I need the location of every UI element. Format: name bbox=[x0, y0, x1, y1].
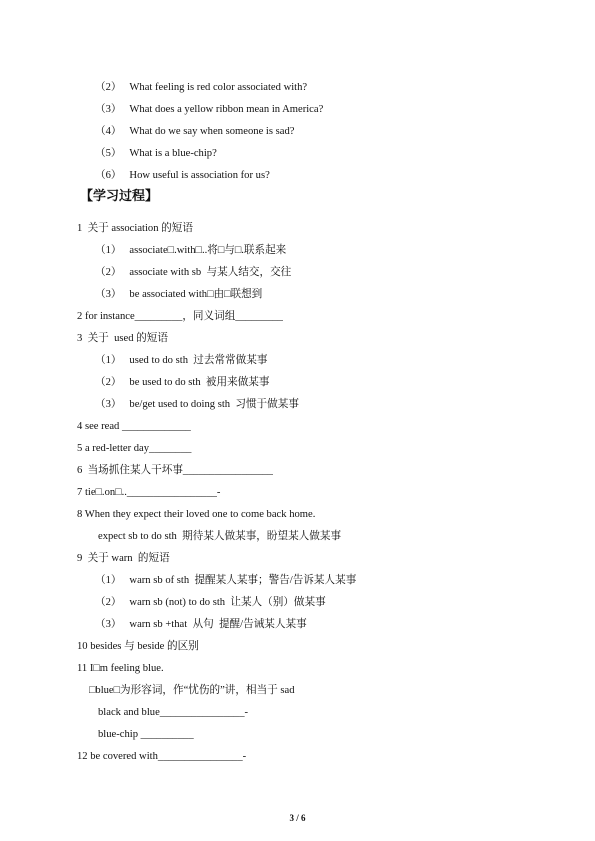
item-9-sub-1: （1） warn sb of sth 提醒某人某事；警告/告诉某人某事 bbox=[95, 575, 357, 586]
item-4: 4 see read _____________ bbox=[77, 421, 191, 432]
item-3-title: 3 关于 used 的短语 bbox=[77, 333, 168, 344]
item-11-blue-note: □blue□为形容词，作“忧伤的”讲，相当于 sad bbox=[89, 685, 295, 696]
item-2: 2 for instance_________，同义词组_________ bbox=[77, 311, 283, 322]
item-7: 7 tie□.on□.._________________- bbox=[77, 487, 221, 498]
section-heading: 【学习过程】 bbox=[80, 189, 159, 204]
item-10: 10 besides 与 beside 的区别 bbox=[77, 641, 199, 652]
item-9-sub-3: （3） warn sb +that 从句 提醒/告诫某人某事 bbox=[95, 619, 307, 630]
item-3-sub-3: （3） be/get used to doing sth 习惯于做某事 bbox=[95, 399, 299, 410]
item-3-sub-1: （1） used to do sth 过去常常做某事 bbox=[95, 355, 268, 366]
item-11-blue-chip: blue-chip __________ bbox=[98, 729, 194, 740]
item-1-sub-2: （2） associate with sb 与某人结交，交往 bbox=[95, 267, 292, 278]
question-6: （6） How useful is association for us? bbox=[95, 170, 270, 181]
item-3-sub-2: （2） be used to do sth 被用来做某事 bbox=[95, 377, 270, 388]
item-5: 5 a red-letter day________ bbox=[77, 443, 192, 454]
question-4: （4） What do we say when someone is sad? bbox=[95, 126, 295, 137]
item-9-title: 9 关于 warn 的短语 bbox=[77, 553, 170, 564]
item-8: 8 When they expect their loved one to come back home. bbox=[77, 509, 316, 520]
question-5: （5） What is a blue-chip? bbox=[95, 148, 217, 159]
item-9-sub-2: （2） warn sb (not) to do sth 让某人（别）做某事 bbox=[95, 597, 326, 608]
question-2: （2） What feeling is red color associated with? bbox=[95, 82, 308, 93]
page-number: 3 / 6 bbox=[289, 813, 306, 823]
item-12: 12 be covered with________________- bbox=[77, 751, 247, 762]
item-11: 11 I□m feeling blue. bbox=[77, 663, 164, 674]
item-1-sub-1: （1） associate□.with□..将□与□.联系起来 bbox=[95, 245, 287, 256]
item-1-title: 1 关于 association 的短语 bbox=[77, 223, 193, 234]
item-1-sub-3: （3） be associated with□由□联想到 bbox=[95, 289, 263, 300]
item-11-black-and-blue: black and blue________________- bbox=[98, 707, 249, 718]
item-6: 6 当场抓住某人干坏事_________________ bbox=[77, 465, 273, 476]
question-3: （3） What does a yellow ribbon mean in America? bbox=[95, 104, 324, 115]
item-8-expect-note: expect sb to do sth 期待某人做某事，盼望某人做某事 bbox=[98, 531, 342, 542]
